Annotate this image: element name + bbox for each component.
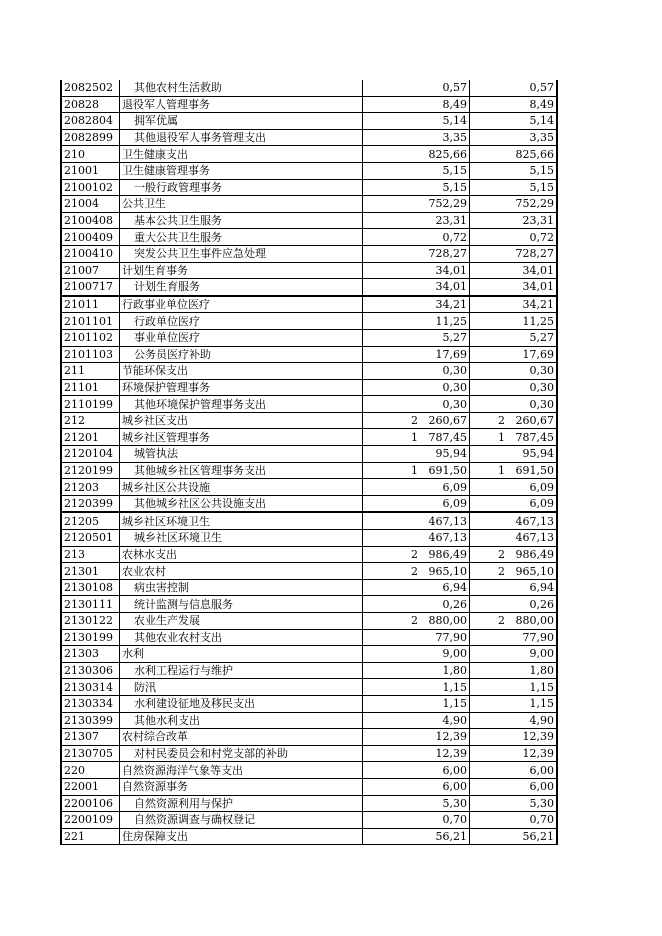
- account-name-cell: 水利工程运行与维护: [120, 662, 363, 679]
- table-row: [61, 113, 557, 130]
- account-code-cell: 2130705: [61, 745, 120, 762]
- account-code-cell: 2100102: [61, 179, 120, 196]
- account-name-cell: 事业单位医疗: [120, 329, 363, 346]
- table-row: [61, 613, 557, 630]
- account-code-cell: 2101102: [61, 329, 120, 346]
- amount-total-cell: 825,66: [470, 146, 558, 163]
- amount-total-cell: 4,90: [470, 712, 558, 729]
- account-name-cell: 其他水利支出: [120, 712, 363, 729]
- amount-cell: 1 691,50: [363, 462, 470, 479]
- amount-cell: 825,66: [363, 146, 470, 163]
- table-row: [61, 479, 557, 496]
- account-code-cell: 2110199: [61, 396, 120, 413]
- table-row: [61, 745, 557, 762]
- amount-cell: 2 986,49: [363, 546, 470, 563]
- account-code-cell: 2100410: [61, 245, 120, 262]
- amount-cell: 0,57: [363, 80, 470, 96]
- account-name-cell: 卫生健康支出: [120, 146, 363, 163]
- account-name-cell: 卫生健康管理事务: [120, 162, 363, 179]
- account-name-cell: 公务员医疗补助: [120, 346, 363, 363]
- amount-total-cell: 11,25: [470, 313, 558, 330]
- account-name-cell: 重大公共卫生服务: [120, 229, 363, 246]
- account-code-cell: 2200109: [61, 812, 120, 829]
- table-row: [61, 762, 557, 779]
- account-name-cell: 其他城乡社区公共设施支出: [120, 495, 363, 512]
- amount-cell: 467,13: [363, 530, 470, 547]
- amount-cell: 5,15: [363, 162, 470, 179]
- amount-total-cell: 0,72: [470, 229, 558, 246]
- amount-cell: 1 787,45: [363, 429, 470, 446]
- amount-total-cell: 34,01: [470, 262, 558, 279]
- account-code-cell: 2082899: [61, 129, 120, 146]
- amount-total-cell: 1 787,45: [470, 429, 558, 446]
- amount-total-cell: 12,39: [470, 729, 558, 746]
- account-code-cell: 20828: [61, 96, 120, 113]
- account-code-cell: 212: [61, 412, 120, 429]
- amount-cell: 467,13: [363, 512, 470, 529]
- amount-total-cell: 2 965,10: [470, 563, 558, 580]
- amount-cell: 6,94: [363, 579, 470, 596]
- table-row: [61, 229, 557, 246]
- account-name-cell: 公共卫生: [120, 196, 363, 213]
- amount-total-cell: 1 691,50: [470, 462, 558, 479]
- account-code-cell: 21007: [61, 262, 120, 279]
- amount-total-cell: 6,09: [470, 479, 558, 496]
- table-row: [61, 379, 557, 396]
- amount-cell: 0,30: [363, 379, 470, 396]
- budget-table: [60, 80, 558, 845]
- account-name-cell: 其他农村生活救助: [120, 80, 363, 96]
- account-code-cell: 221: [61, 828, 120, 845]
- account-code-cell: 2082502: [61, 80, 120, 96]
- amount-total-cell: 0,30: [470, 396, 558, 413]
- amount-cell: 0,30: [363, 396, 470, 413]
- amount-cell: 2 880,00: [363, 613, 470, 630]
- account-code-cell: 2101103: [61, 346, 120, 363]
- account-name-cell: 城管执法: [120, 446, 363, 463]
- amount-cell: 2 260,67: [363, 412, 470, 429]
- account-code-cell: 2100408: [61, 212, 120, 229]
- table-row: [61, 828, 557, 845]
- account-name-cell: 行政事业单位医疗: [120, 296, 363, 313]
- account-code-cell: 2120501: [61, 530, 120, 547]
- account-name-cell: 其他农业农村支出: [120, 629, 363, 646]
- account-name-cell: 水利: [120, 646, 363, 663]
- account-code-cell: 2101101: [61, 313, 120, 330]
- account-code-cell: 21205: [61, 512, 120, 529]
- account-name-cell: 城乡社区管理事务: [120, 429, 363, 446]
- account-name-cell: 自然资源海洋气象等支出: [120, 762, 363, 779]
- account-code-cell: 210: [61, 146, 120, 163]
- account-code-cell: 2120104: [61, 446, 120, 463]
- amount-cell: 0,72: [363, 229, 470, 246]
- account-name-cell: 节能环保支出: [120, 363, 363, 380]
- account-code-cell: 21004: [61, 196, 120, 213]
- table-row: [61, 129, 557, 146]
- account-name-cell: 城乡社区公共设施: [120, 479, 363, 496]
- account-name-cell: 其他环境保护管理事务支出: [120, 396, 363, 413]
- account-name-cell: 计划生育服务: [120, 279, 363, 296]
- table-row: [61, 412, 557, 429]
- amount-cell: 77,90: [363, 629, 470, 646]
- account-code-cell: 2130306: [61, 662, 120, 679]
- table-row: [61, 495, 557, 512]
- amount-total-cell: 17,69: [470, 346, 558, 363]
- amount-cell: 1,15: [363, 695, 470, 712]
- table-row: [61, 212, 557, 229]
- amount-cell: 0,30: [363, 363, 470, 380]
- amount-total-cell: 23,31: [470, 212, 558, 229]
- account-code-cell: 2130314: [61, 679, 120, 696]
- account-name-cell: 城乡社区环境卫生: [120, 530, 363, 547]
- account-code-cell: 2120399: [61, 495, 120, 512]
- amount-cell: 8,49: [363, 96, 470, 113]
- amount-total-cell: 752,29: [470, 196, 558, 213]
- account-name-cell: 拥军优属: [120, 113, 363, 130]
- amount-total-cell: 5,30: [470, 795, 558, 812]
- account-name-cell: 城乡社区环境卫生: [120, 512, 363, 529]
- table-row: [61, 579, 557, 596]
- amount-total-cell: 8,49: [470, 96, 558, 113]
- account-name-cell: 病虫害控制: [120, 579, 363, 596]
- amount-total-cell: 77,90: [470, 629, 558, 646]
- amount-total-cell: 6,00: [470, 778, 558, 795]
- amount-cell: 6,00: [363, 762, 470, 779]
- account-name-cell: 自然资源利用与保护: [120, 795, 363, 812]
- account-code-cell: 2120199: [61, 462, 120, 479]
- amount-cell: 5,27: [363, 329, 470, 346]
- account-name-cell: 防汛: [120, 679, 363, 696]
- account-name-cell: 自然资源调查与确权登记: [120, 812, 363, 829]
- table-row: [61, 162, 557, 179]
- amount-total-cell: 1,15: [470, 679, 558, 696]
- table-row: [61, 96, 557, 113]
- amount-cell: 23,31: [363, 212, 470, 229]
- table-row: [61, 429, 557, 446]
- account-name-cell: 突发公共卫生事件应急处理: [120, 245, 363, 262]
- amount-total-cell: 95,94: [470, 446, 558, 463]
- account-name-cell: 一般行政管理事务: [120, 179, 363, 196]
- table-row: [61, 679, 557, 696]
- account-code-cell: 21307: [61, 729, 120, 746]
- table-row: [61, 313, 557, 330]
- account-code-cell: 2100717: [61, 279, 120, 296]
- table-row: [61, 245, 557, 262]
- account-code-cell: 2130111: [61, 596, 120, 613]
- amount-cell: 2 965,10: [363, 563, 470, 580]
- table-row: [61, 512, 557, 529]
- amount-cell: 34,01: [363, 279, 470, 296]
- amount-total-cell: 0,30: [470, 379, 558, 396]
- account-name-cell: 其他城乡社区管理事务支出: [120, 462, 363, 479]
- table-row: [61, 778, 557, 795]
- amount-cell: 5,30: [363, 795, 470, 812]
- table-row: [61, 662, 557, 679]
- table-row: [61, 196, 557, 213]
- account-name-cell: 农业农村: [120, 563, 363, 580]
- table-row: [61, 596, 557, 613]
- account-code-cell: 213: [61, 546, 120, 563]
- amount-total-cell: 5,15: [470, 162, 558, 179]
- table-row: [61, 695, 557, 712]
- account-code-cell: 22001: [61, 778, 120, 795]
- table-row: [61, 546, 557, 563]
- amount-total-cell: 2 986,49: [470, 546, 558, 563]
- amount-total-cell: 6,09: [470, 495, 558, 512]
- account-code-cell: 2130334: [61, 695, 120, 712]
- amount-cell: 752,29: [363, 196, 470, 213]
- account-name-cell: 农林水支出: [120, 546, 363, 563]
- amount-total-cell: 1,15: [470, 695, 558, 712]
- table-row: [61, 262, 557, 279]
- account-code-cell: 2200106: [61, 795, 120, 812]
- account-code-cell: 211: [61, 363, 120, 380]
- table-row: [61, 279, 557, 296]
- account-code-cell: 21201: [61, 429, 120, 446]
- amount-total-cell: 56,21: [470, 828, 558, 845]
- amount-cell: 5,14: [363, 113, 470, 130]
- account-code-cell: 21101: [61, 379, 120, 396]
- amount-cell: 1,15: [363, 679, 470, 696]
- amount-total-cell: 0,57: [470, 80, 558, 96]
- amount-cell: 17,69: [363, 346, 470, 363]
- account-name-cell: 自然资源事务: [120, 778, 363, 795]
- table-row: [61, 296, 557, 313]
- table-row: [61, 396, 557, 413]
- account-name-cell: 环境保护管理事务: [120, 379, 363, 396]
- amount-cell: 6,09: [363, 495, 470, 512]
- amount-total-cell: 3,35: [470, 129, 558, 146]
- table-row: [61, 80, 557, 96]
- amount-total-cell: 0,30: [470, 363, 558, 380]
- amount-total-cell: 34,01: [470, 279, 558, 296]
- account-code-cell: 21203: [61, 479, 120, 496]
- amount-cell: 12,39: [363, 745, 470, 762]
- account-name-cell: 基本公共卫生服务: [120, 212, 363, 229]
- amount-total-cell: 6,94: [470, 579, 558, 596]
- amount-total-cell: 34,21: [470, 296, 558, 313]
- table-row: [61, 146, 557, 163]
- table-row: [61, 530, 557, 547]
- account-name-cell: 对村民委员会和村党支部的补助: [120, 745, 363, 762]
- amount-cell: 0,70: [363, 812, 470, 829]
- amount-cell: 34,21: [363, 296, 470, 313]
- account-code-cell: 21011: [61, 296, 120, 313]
- table-row: [61, 462, 557, 479]
- account-name-cell: 农村综合改革: [120, 729, 363, 746]
- amount-total-cell: 0,26: [470, 596, 558, 613]
- account-code-cell: 2130399: [61, 712, 120, 729]
- account-code-cell: 2130122: [61, 613, 120, 630]
- account-name-cell: 退役军人管理事务: [120, 96, 363, 113]
- amount-cell: 0,26: [363, 596, 470, 613]
- table-row: [61, 346, 557, 363]
- amount-cell: 56,21: [363, 828, 470, 845]
- amount-cell: 6,00: [363, 778, 470, 795]
- account-name-cell: 农业生产发展: [120, 613, 363, 630]
- amount-cell: 9,00: [363, 646, 470, 663]
- account-name-cell: 行政单位医疗: [120, 313, 363, 330]
- amount-cell: 95,94: [363, 446, 470, 463]
- amount-total-cell: 2 260,67: [470, 412, 558, 429]
- amount-total-cell: 5,27: [470, 329, 558, 346]
- account-name-cell: 水利建设征地及移民支出: [120, 695, 363, 712]
- table-row: [61, 563, 557, 580]
- table-row: [61, 812, 557, 829]
- amount-total-cell: 9,00: [470, 646, 558, 663]
- amount-total-cell: 6,00: [470, 762, 558, 779]
- account-name-cell: 统计监测与信息服务: [120, 596, 363, 613]
- amount-total-cell: 467,13: [470, 512, 558, 529]
- amount-total-cell: 5,14: [470, 113, 558, 130]
- amount-cell: 4,90: [363, 712, 470, 729]
- amount-total-cell: 2 880,00: [470, 613, 558, 630]
- account-code-cell: 2130199: [61, 629, 120, 646]
- table-row: [61, 629, 557, 646]
- account-code-cell: 2130108: [61, 579, 120, 596]
- table-row: [61, 795, 557, 812]
- table-row: [61, 646, 557, 663]
- amount-total-cell: 0,70: [470, 812, 558, 829]
- amount-cell: 34,01: [363, 262, 470, 279]
- amount-total-cell: 728,27: [470, 245, 558, 262]
- amount-cell: 12,39: [363, 729, 470, 746]
- table-row: [61, 329, 557, 346]
- amount-cell: 5,15: [363, 179, 470, 196]
- table-row: [61, 363, 557, 380]
- amount-cell: 728,27: [363, 245, 470, 262]
- table-row: [61, 179, 557, 196]
- amount-total-cell: 12,39: [470, 745, 558, 762]
- amount-cell: 11,25: [363, 313, 470, 330]
- account-code-cell: 21001: [61, 162, 120, 179]
- account-name-cell: 其他退役军人事务管理支出: [120, 129, 363, 146]
- account-code-cell: 2100409: [61, 229, 120, 246]
- amount-cell: 3,35: [363, 129, 470, 146]
- table-row: [61, 729, 557, 746]
- table-row: [61, 712, 557, 729]
- amount-total-cell: 1,80: [470, 662, 558, 679]
- account-name-cell: 计划生育事务: [120, 262, 363, 279]
- amount-cell: 6,09: [363, 479, 470, 496]
- account-code-cell: 21303: [61, 646, 120, 663]
- table-row: [61, 446, 557, 463]
- account-code-cell: 21301: [61, 563, 120, 580]
- amount-total-cell: 467,13: [470, 530, 558, 547]
- account-code-cell: 2082804: [61, 113, 120, 130]
- amount-cell: 1,80: [363, 662, 470, 679]
- account-name-cell: 城乡社区支出: [120, 412, 363, 429]
- amount-total-cell: 5,15: [470, 179, 558, 196]
- account-code-cell: 220: [61, 762, 120, 779]
- account-name-cell: 住房保障支出: [120, 828, 363, 845]
